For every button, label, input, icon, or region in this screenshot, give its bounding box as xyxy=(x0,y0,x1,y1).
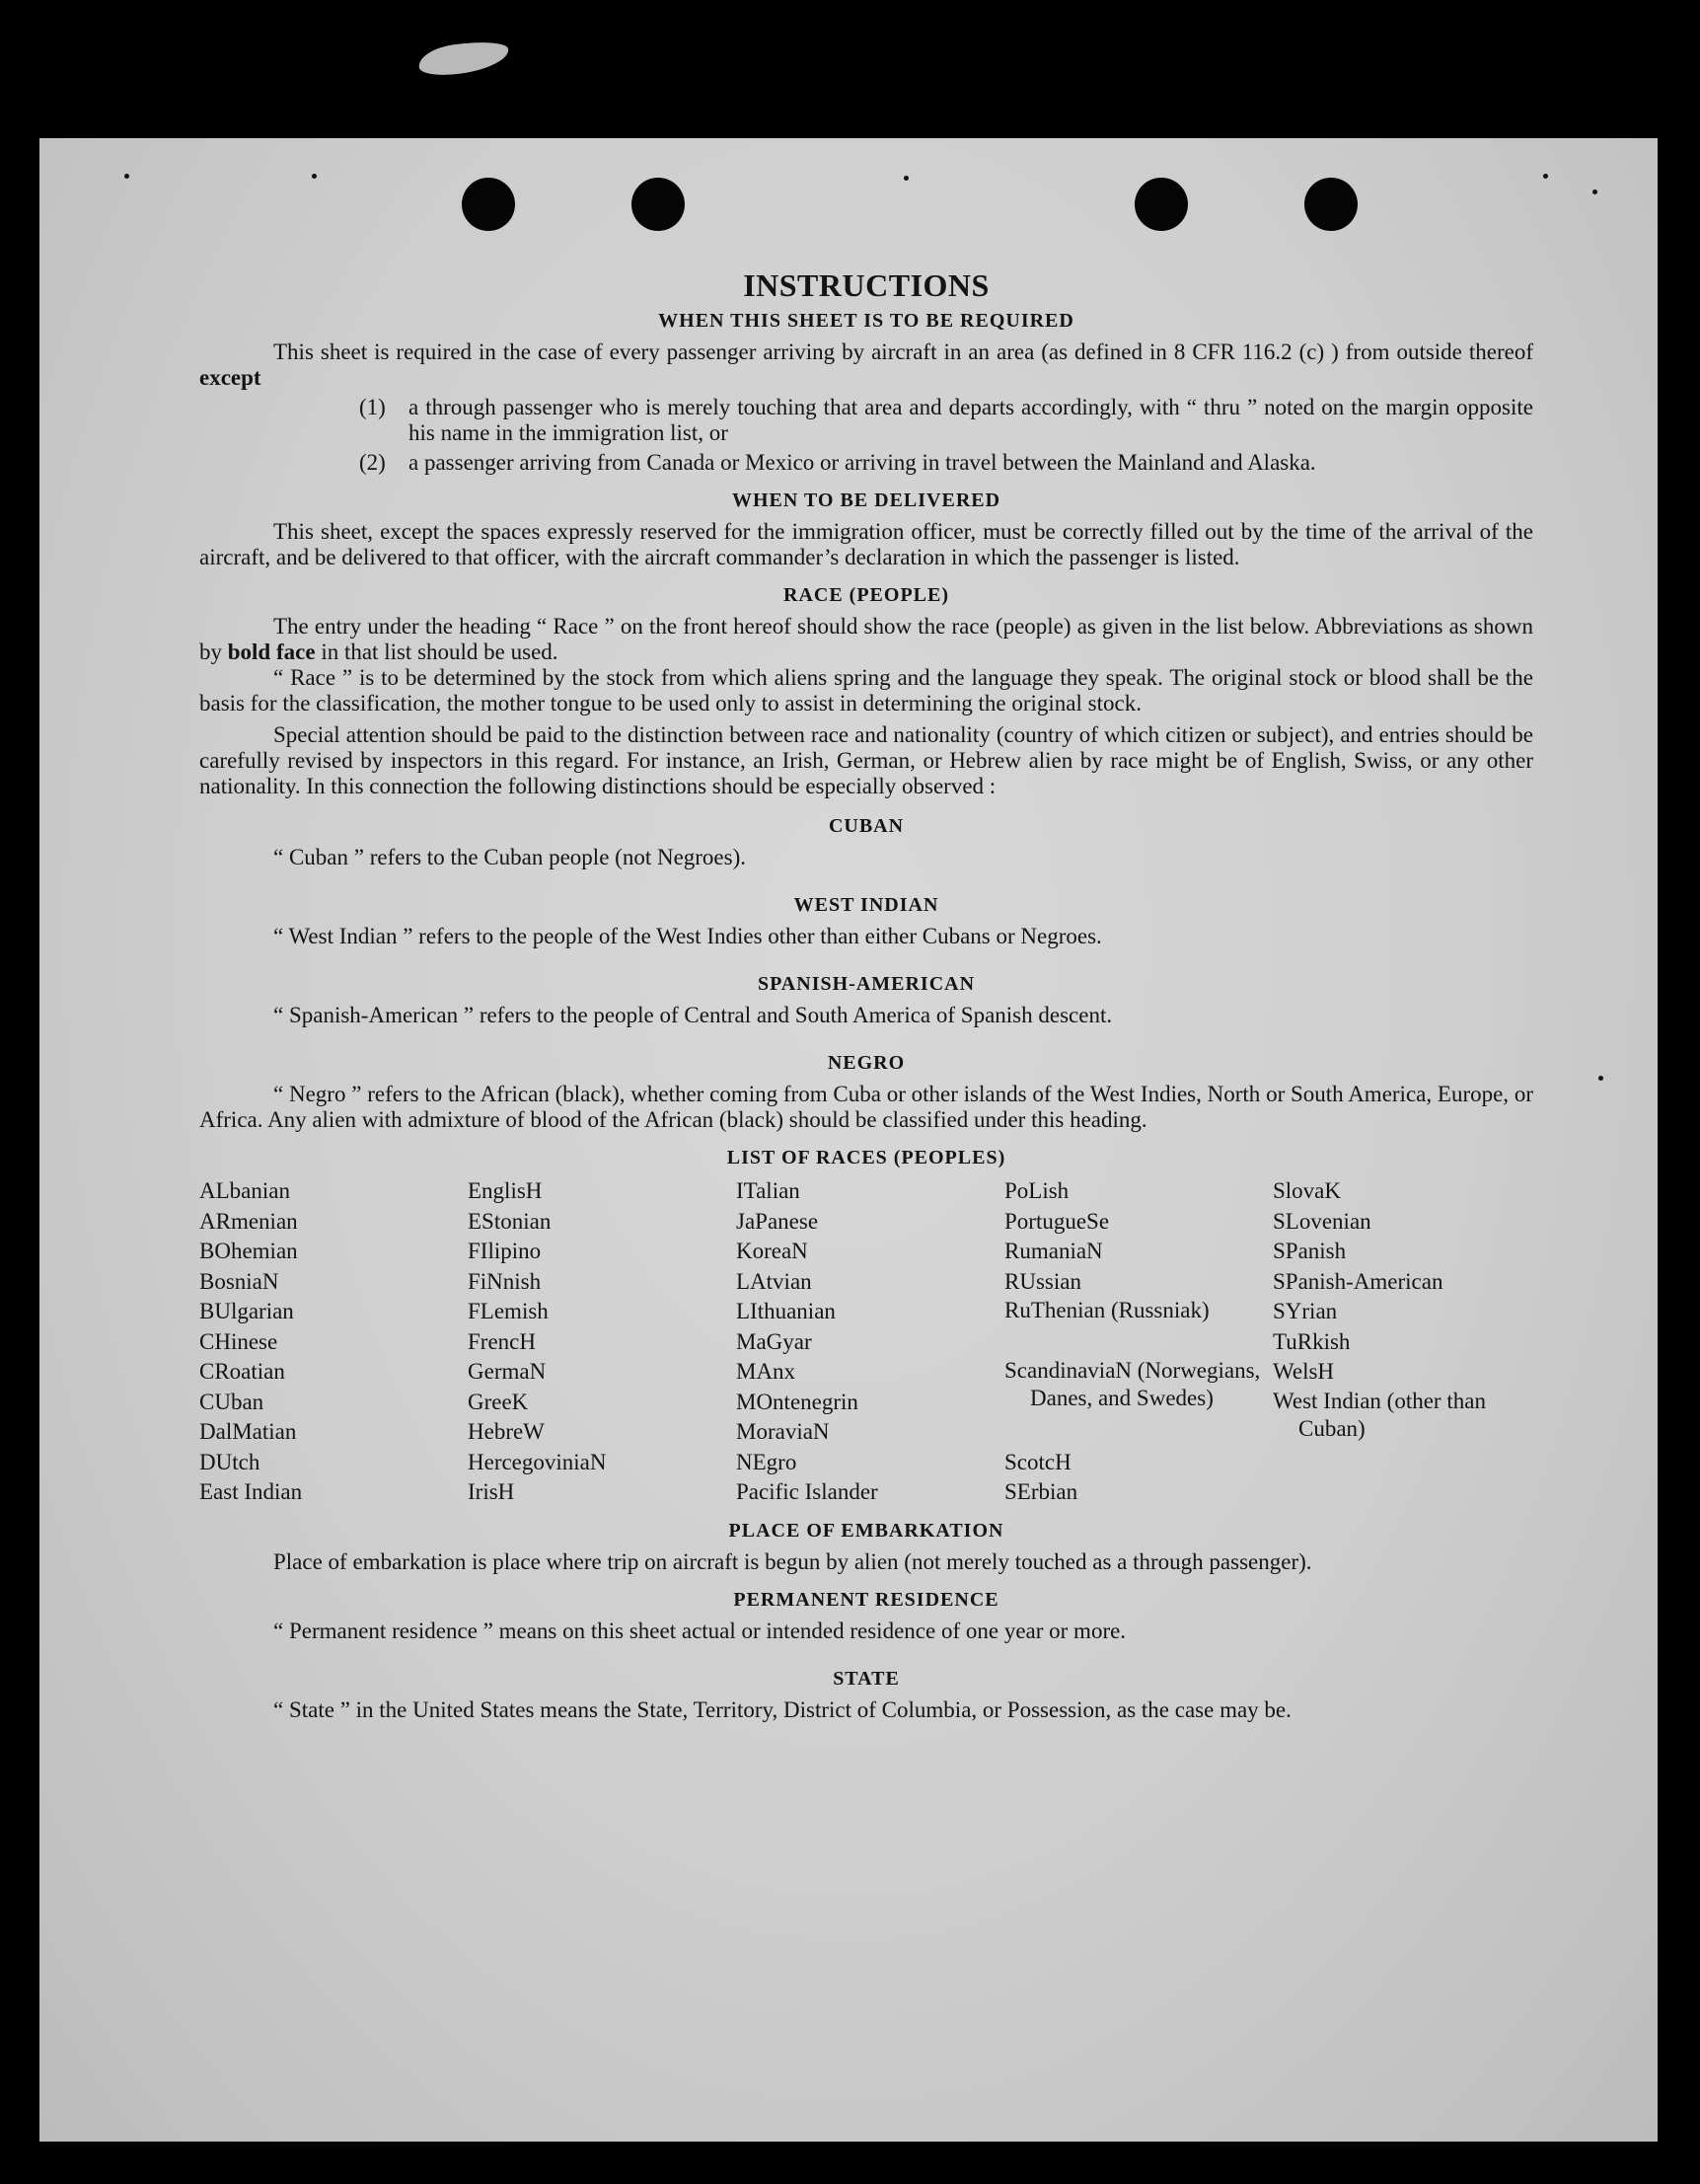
heading-cuban: CUBAN xyxy=(828,815,905,837)
race-entry xyxy=(1273,1448,1533,1478)
heading-west-indian: WEST INDIAN xyxy=(793,894,939,916)
race-entry: ScandinaviaN (Norwegians, Danes, and Swedes) xyxy=(1004,1358,1261,1410)
document-page xyxy=(39,138,1658,2142)
heading-state: STATE xyxy=(833,1667,900,1690)
race-entry: MaGyar xyxy=(736,1328,812,1354)
race-entry: MOntenegrin xyxy=(736,1389,858,1414)
negro-text: “ Negro ” refers to the African (black), whether coming from Cuba or other islands of the West Indies, North or South America, Europe, or Africa. Any alien with admixture of blood of the African (black) should be classified under this heading. xyxy=(199,1082,1533,1132)
race-entry: GermaN xyxy=(468,1359,547,1384)
race-entry: SlovaK xyxy=(1273,1178,1341,1203)
race-entry: RuThenian (Russniak) xyxy=(1004,1298,1210,1322)
race-entry: DUtch xyxy=(199,1449,260,1474)
race-entry: IrisH xyxy=(468,1479,515,1504)
delivered-text: This sheet, except the spaces expressly reserved for the immigration officer, must be correctly filled out by the time of the arrival of the aircraft, and be delivered to that officer, with the aircraft commander’s declaration in which the passenger is listed. xyxy=(199,519,1533,569)
race-entry: FrencH xyxy=(468,1328,536,1354)
heading-race: RACE (PEOPLE) xyxy=(783,584,949,606)
race-entry: MoraviaN xyxy=(736,1419,830,1444)
speck xyxy=(904,176,909,181)
speck xyxy=(124,174,129,179)
race-list xyxy=(199,1176,1533,1508)
race-entry: GreeK xyxy=(468,1389,529,1414)
speck xyxy=(1592,189,1597,194)
heading-embarkation: PLACE OF EMBARKATION xyxy=(728,1519,1004,1542)
spanish-american-text: “ Spanish-American ” refers to the people of Central and South America of Spanish descent. xyxy=(273,1003,1113,1027)
exception-item: (2) a passenger arriving from Canada or Mexico or arriving in travel between the Mainland and Alaska. xyxy=(359,450,1316,475)
race-entry: NEgro xyxy=(736,1449,797,1474)
race-entry: RUssian xyxy=(1004,1268,1081,1294)
race-entry: MAnx xyxy=(736,1359,796,1384)
speck xyxy=(1543,174,1548,179)
punch-hole xyxy=(631,178,685,231)
race-entry: BUlgarian xyxy=(199,1299,294,1323)
heading-spanish-american: SPANISH-AMERICAN xyxy=(757,973,976,995)
race-entry: CUban xyxy=(199,1389,264,1414)
required-text: This sheet is required in the case of every passenger arriving by aircraft in an area (as defined in 8 CFR 116.2 (c) ) from outside thereof except xyxy=(199,339,1533,390)
punch-hole xyxy=(1135,178,1188,231)
paper-fragment xyxy=(416,38,510,80)
race-entry: RumaniaN xyxy=(1004,1239,1103,1263)
race-entry: East Indian xyxy=(199,1479,303,1504)
race-entry: HercegoviniaN xyxy=(468,1449,607,1474)
race-entry: BosniaN xyxy=(199,1268,279,1294)
race-entry: EnglisH xyxy=(468,1178,543,1203)
race-entry: FiNnish xyxy=(468,1268,542,1294)
race-entry: JaPanese xyxy=(736,1208,819,1234)
race-entry: FLemish xyxy=(468,1299,549,1323)
race-entry: ALbanian xyxy=(199,1178,290,1203)
heading-negro: NEGRO xyxy=(827,1052,906,1074)
race-entry: PoLish xyxy=(1004,1178,1070,1203)
race-entry: EStonian xyxy=(468,1208,552,1234)
page-title: INSTRUCTIONS xyxy=(743,267,990,303)
cuban-text: “ Cuban ” refers to the Cuban people (not Negroes). xyxy=(273,845,747,869)
race-entry: FIlipino xyxy=(468,1239,542,1263)
race-entry: WelsH xyxy=(1273,1359,1335,1384)
race-entry: ARmenian xyxy=(199,1208,298,1234)
punch-hole xyxy=(462,178,515,231)
race-entry: CHinese xyxy=(199,1328,278,1354)
race-entry: HebreW xyxy=(468,1419,545,1444)
west-indian-text: “ West Indian ” refers to the people of the West Indies other than either Cubans or Negroes. xyxy=(273,924,1102,948)
race-entry: ScotcH xyxy=(1004,1449,1072,1474)
race-text-1: The entry under the heading “ Race ” on the front hereof should show the race (people) as given in the list below. Abbreviations as shown by bold face in that list should be used. xyxy=(199,614,1533,664)
race-entry xyxy=(1273,1477,1533,1508)
state-text: “ State ” in the United States means the State, Territory, District of Columbia, or Possession, as the case may be. xyxy=(273,1696,1292,1722)
race-entry: SLovenian xyxy=(1273,1208,1371,1234)
race-entry: LAtvian xyxy=(736,1268,812,1294)
heading-delivered: WHEN TO BE DELIVERED xyxy=(731,490,1001,511)
heading-residence: PERMANENT RESIDENCE xyxy=(733,1588,999,1611)
embarkation-text: Place of embarkation is place where trip on aircraft is begun by alien (not merely touched as a through passenger). xyxy=(273,1548,1312,1574)
race-text-3: Special attention should be paid to the distinction between race and nationality (country of which citizen or subject), and entries should be carefully revised by inspectors in this regard. For instance, an Irish, German, or Hebrew alien by race might be of English, Swiss, or any other nationality. In this connection the following distinctions should be especially observed : xyxy=(199,722,1533,798)
race-entry: KoreaN xyxy=(736,1239,808,1263)
heading-required: WHEN THIS SHEET IS TO BE REQUIRED xyxy=(658,310,1074,332)
race-entry: SPanish xyxy=(1273,1239,1347,1263)
race-entry: SYrian xyxy=(1273,1299,1338,1323)
speck xyxy=(1598,1076,1603,1081)
race-entry: DalMatian xyxy=(199,1419,297,1444)
exception-item: (1) a through passenger who is merely touching that area and departs accordingly, with “ thru ” noted on the margin opposite his name in the immigration list, or xyxy=(359,395,1533,445)
punch-hole xyxy=(1304,178,1358,231)
race-entry: BOhemian xyxy=(199,1239,298,1263)
race-entry: Pacific Islander xyxy=(736,1479,878,1504)
speck xyxy=(312,174,317,179)
race-text-2: “ Race ” is to be determined by the stock from which aliens spring and the language they speak. The original stock or blood shall be the basis for the classification, the mother tongue to be used only to assist in determining the original stock. xyxy=(199,665,1533,715)
race-entry: CRoatian xyxy=(199,1359,285,1384)
race-entry: PortugueSe xyxy=(1004,1208,1110,1234)
race-entry: ITalian xyxy=(736,1178,800,1203)
race-entry: SErbian xyxy=(1004,1479,1078,1504)
race-entry: SPanish-American xyxy=(1273,1268,1443,1294)
residence-text: “ Permanent residence ” means on this sheet actual or intended residence of one year or more. xyxy=(273,1618,1127,1643)
instructions-text xyxy=(199,266,1533,1723)
heading-list-of-races: LIST OF RACES (PEOPLES) xyxy=(726,1147,1006,1168)
race-entry: West Indian (other than Cuban) xyxy=(1273,1388,1486,1441)
race-entry: LIthuanian xyxy=(736,1299,836,1323)
race-entry: TuRkish xyxy=(1273,1328,1351,1354)
